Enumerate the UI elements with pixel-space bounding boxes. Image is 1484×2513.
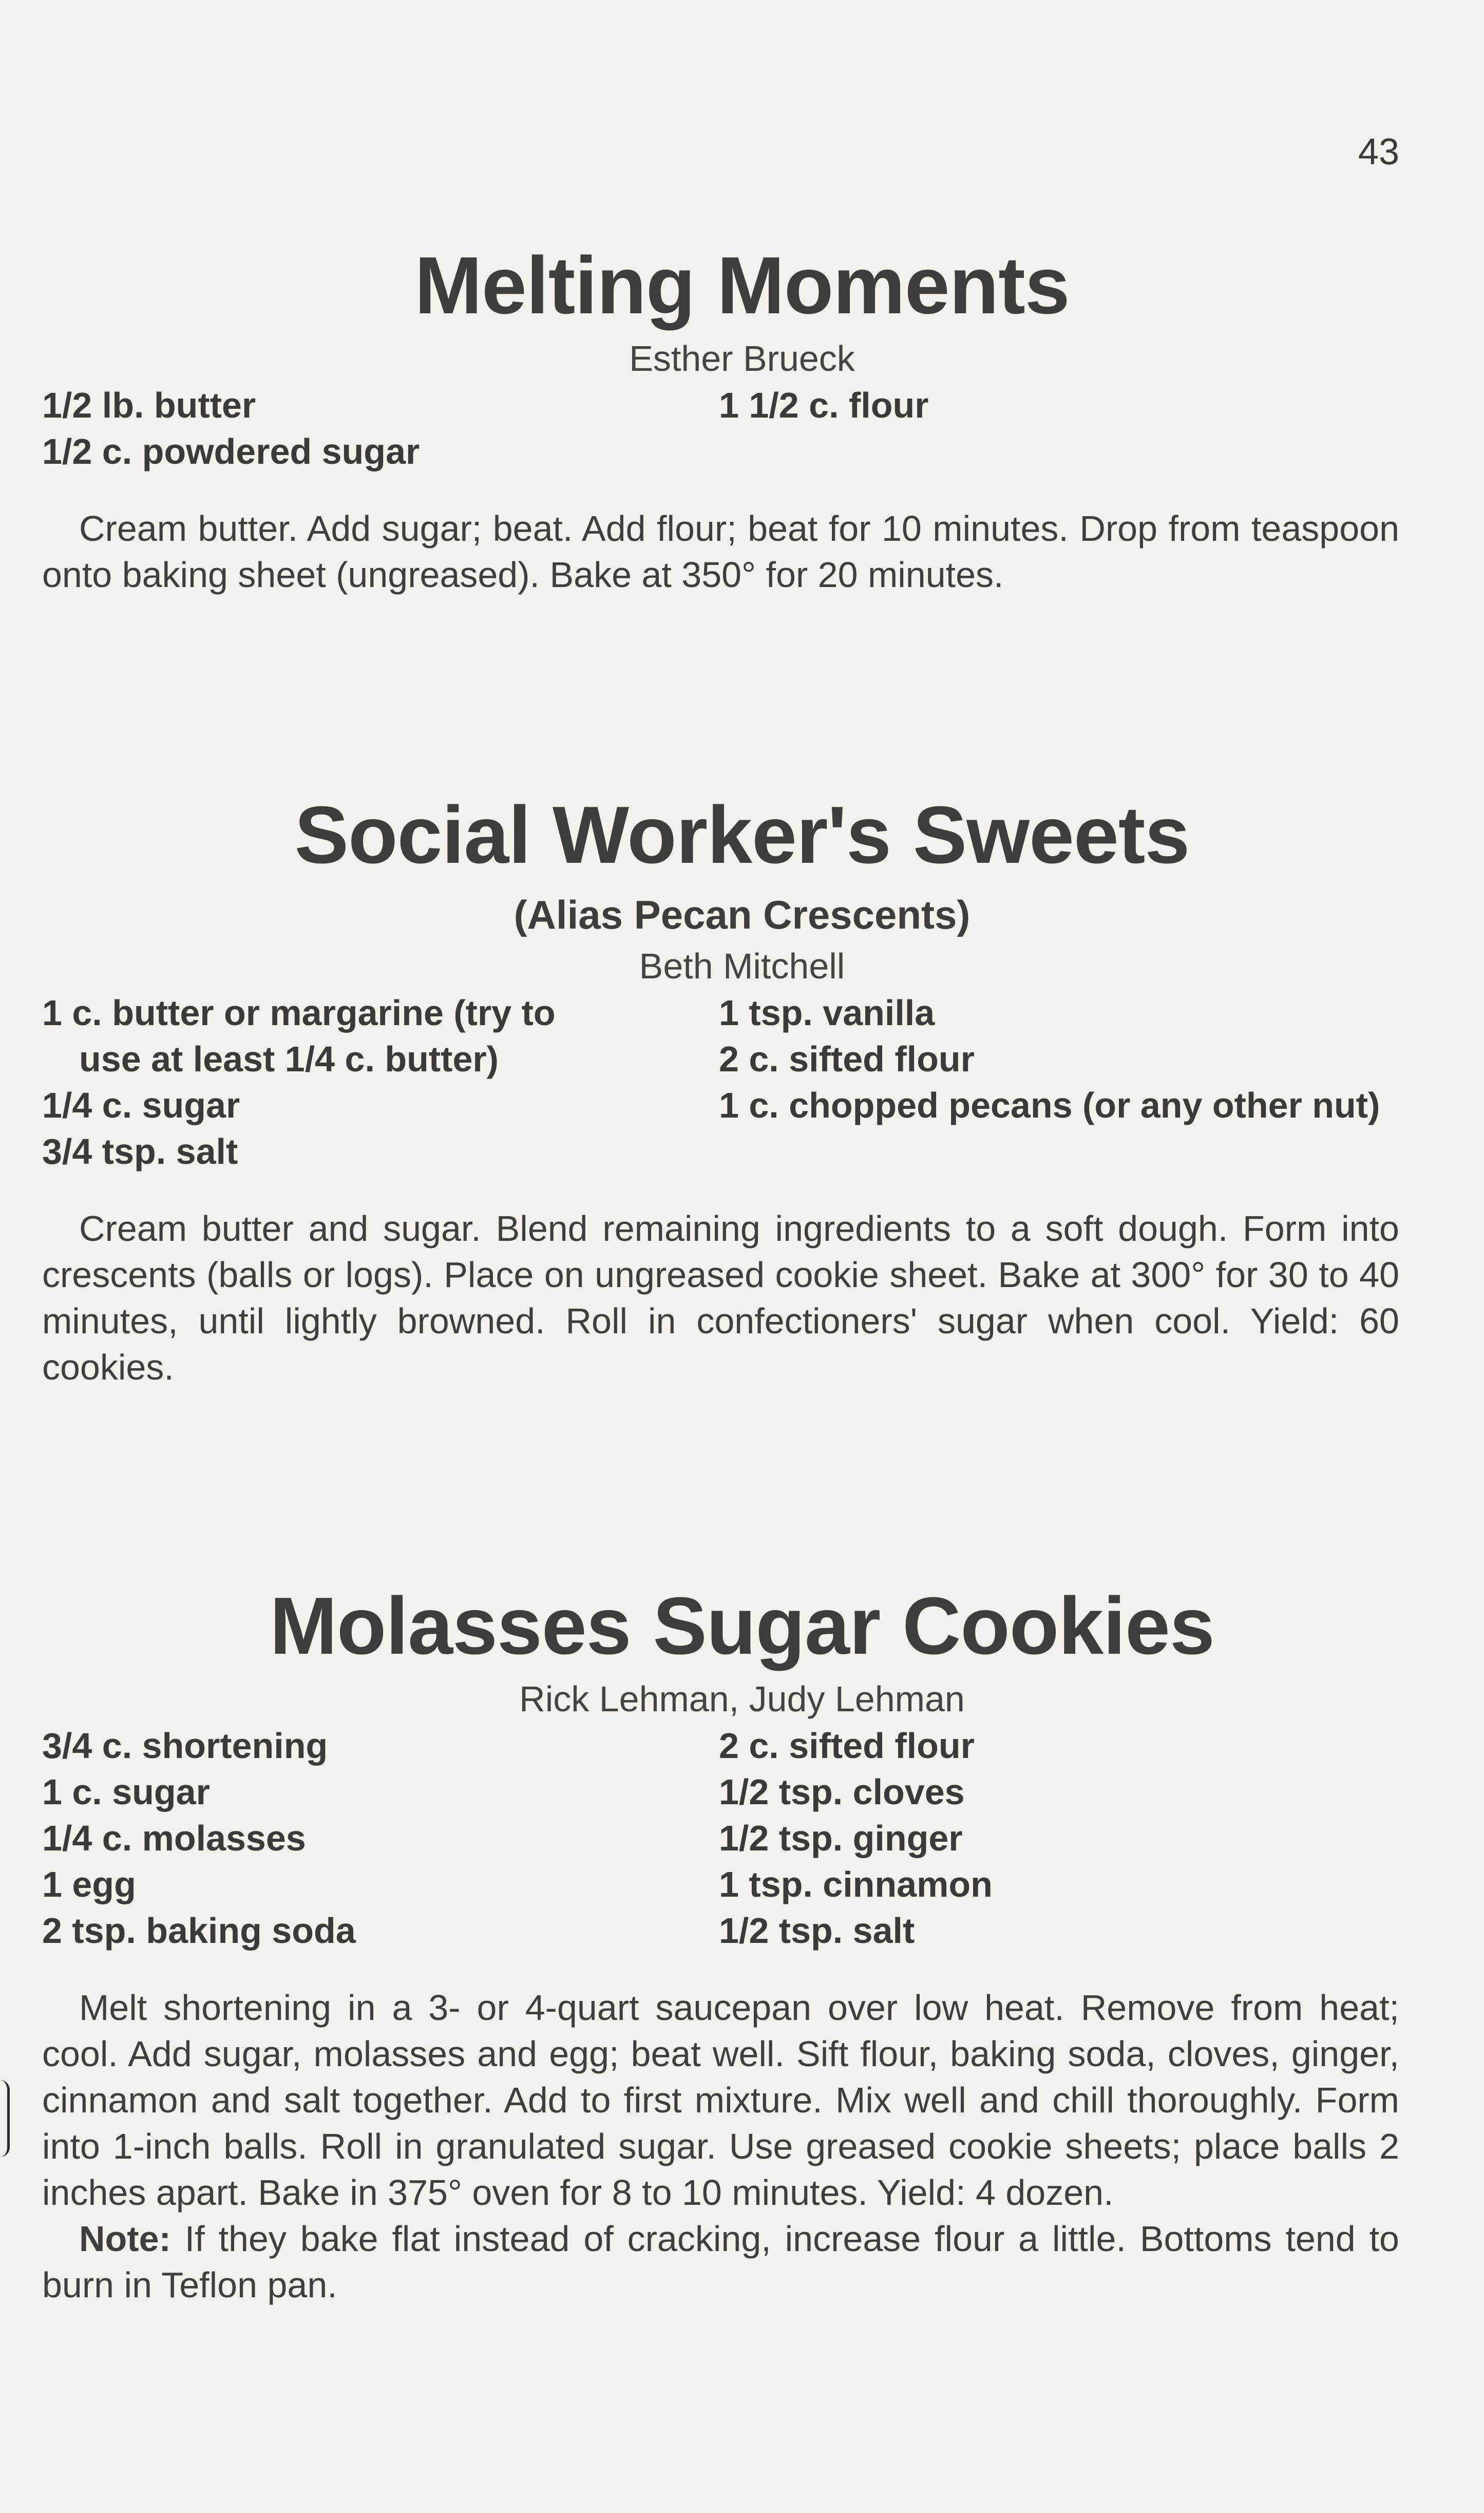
ingredients-list (0, 990, 1484, 1175)
recipe-title: Social Worker's Sweets (294, 790, 1190, 880)
instructions-paragraph: Melt shortening in a 3- or 4-quart saucepan over low heat. Remove from heat; cool. Add sugar, molasses and egg; beat well. Sift flour, baking soda, cloves, ginger, cinnamon and salt together. Add to first mixture. Mix well and chill thoroughly. Form into 1-inch balls. Roll in granulated sugar. Use greased cookie sheets; place balls 2 inches apart. Bake in 375° oven for 8 to 10 minutes. Yield: 4 dozen. (42, 1987, 1399, 2213)
ingredient-item: 2 tsp. baking soda (42, 1910, 356, 1951)
ingredients-list (0, 1723, 1484, 1954)
instructions-paragraph: Cream butter and sugar. Blend remaining ingredients to a soft dough. Form into crescents (balls or logs). Place on ungreased cookie sheet. Bake at 300° for 30 to 40 minutes, until lightly browned. Roll in confectioners' sugar when cool. Yield: 60 cookies. (42, 1208, 1399, 1387)
ingredient-item: 1/2 tsp. ginger (719, 1818, 963, 1858)
ingredient-item: 3/4 tsp. salt (42, 1131, 238, 1172)
recipe-subtitle: (Alias Pecan Crescents) (513, 892, 971, 937)
instructions-paragraph: Cream butter. Add sugar; beat. Add flour; beat for 10 minutes. Drop from teaspoon onto baking sheet (ungreased). Bake at 350° for 20 minutes. (42, 508, 1399, 595)
ingredients-right-column (719, 990, 1412, 1175)
ingredient-item: 1/2 tsp. salt (719, 1910, 915, 1951)
recipe-instructions (42, 505, 1399, 598)
note-text: If they bake flat instead of cracking, increase flour a little. Bottoms tend to burn in Teflon pan. (42, 2218, 1399, 2305)
ingredient-item: 1/2 lb. butter (42, 385, 256, 425)
ingredients-right-column (719, 382, 1412, 475)
ingredient-item: 1 c. sugar (42, 1771, 210, 1812)
ingredient-item: 2 c. sifted flour (719, 1725, 975, 1766)
ingredients-right-column (719, 1723, 1412, 1954)
recipe-author: Esther Brueck (629, 338, 855, 379)
ingredients-left-column (42, 382, 719, 475)
ingredient-item: 1 c. chopped pecans (or any other nut) (719, 1085, 1380, 1125)
binding-edge-mark (0, 2080, 10, 2157)
ingredient-item: 1/4 c. sugar (42, 1085, 240, 1125)
ingredient-item: 1/4 c. molasses (42, 1818, 306, 1858)
note-label: Note: (79, 2218, 171, 2259)
recipe-note (42, 2216, 1399, 2308)
page-number: 43 (1358, 131, 1399, 173)
recipe-molasses-sugar-cookies (0, 1582, 1484, 2308)
ingredient-item: 1 1/2 c. flour (719, 385, 929, 425)
ingredient-item: 1/2 tsp. cloves (719, 1771, 965, 1812)
ingredients-left-column (42, 1723, 719, 1954)
recipe-social-workers-sweets (0, 791, 1484, 1390)
recipe-instructions (42, 1205, 1399, 1390)
ingredient-item: 1/2 c. powdered sugar (42, 431, 420, 471)
recipe-melting-moments (0, 241, 1484, 598)
ingredient-item: 2 c. sifted flour (719, 1038, 975, 1079)
recipe-title: Melting Moments (414, 240, 1070, 331)
ingredient-item: 1 tsp. cinnamon (719, 1864, 993, 1904)
recipe-title: Molasses Sugar Cookies (270, 1581, 1214, 1671)
ingredient-item: 1 egg (42, 1864, 136, 1904)
ingredient-item: 1 c. butter or margarine (try to use at least 1/4 c. butter) (42, 992, 556, 1079)
recipe-author: Beth Mitchell (639, 946, 845, 986)
ingredient-item: 3/4 c. shortening (42, 1725, 328, 1766)
ingredients-list (0, 382, 1484, 475)
ingredient-item: 1 tsp. vanilla (719, 992, 935, 1033)
recipe-instructions (42, 1985, 1399, 2308)
recipe-author: Rick Lehman, Judy Lehman (519, 1678, 965, 1719)
ingredients-left-column (42, 990, 719, 1175)
